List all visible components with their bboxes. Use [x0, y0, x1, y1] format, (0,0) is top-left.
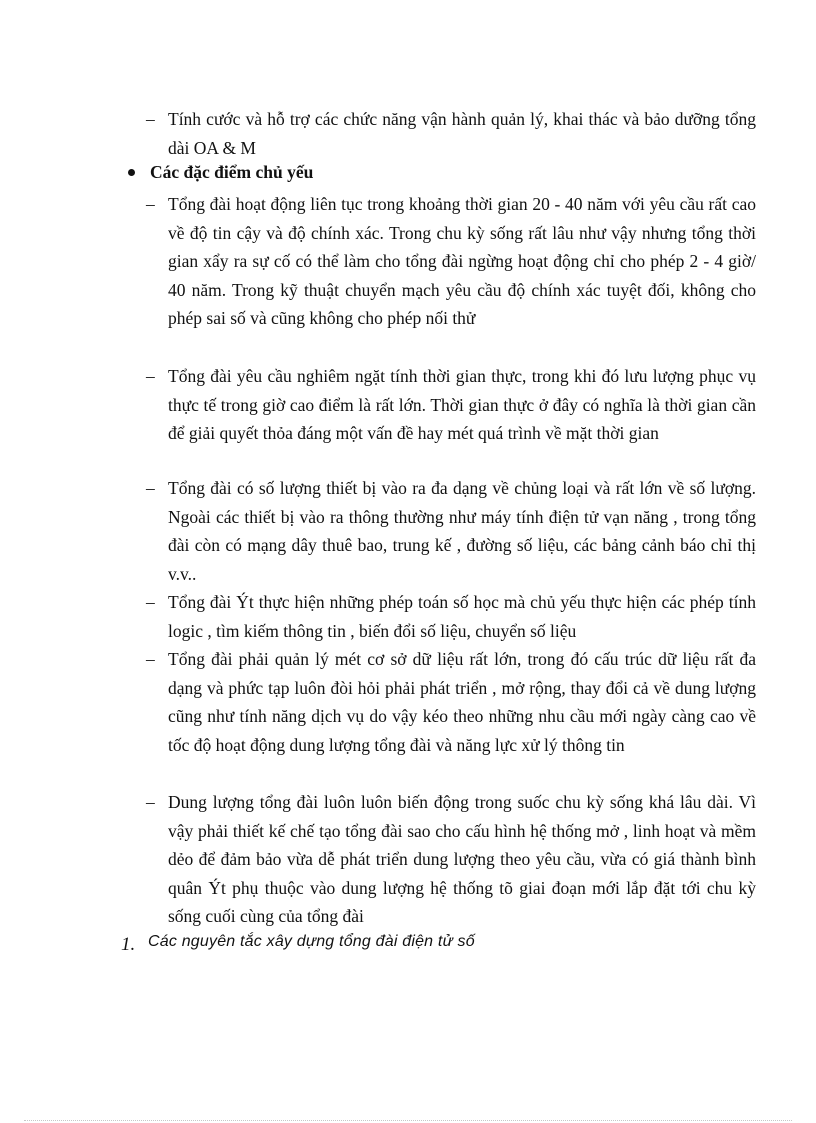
dash-marker: –: [146, 649, 155, 669]
bullet-icon: [128, 169, 135, 176]
page-bottom-divider: [24, 1120, 792, 1121]
dash-marker: –: [146, 592, 155, 612]
list-item: Tổng đài hoạt động liên tục trong khoảng thời gian 20 - 40 năm với yêu cầu rất cao về độ tin cậy và độ chính xác. Trong chu kỳ sống rất lâu như vậy nhưng tổng thời gian xẩy ra sự cố có thể làm cho tổng đài ngừng hoạt động chỉ cho phép 2 - 4 giờ/ 40 năm. Trong kỹ thuật chuyển mạch yêu cầu độ chính xác tuyệt đối, không cho phép sai số và cũng không cho phép nối thử: [168, 194, 756, 328]
list-item: Tổng đài Ýt thực hiện những phép toán số học mà chủ yếu thực hiện các phép tính logic , tìm kiếm thông tin , biến đổi số liệu, chuyển số liệu: [168, 592, 756, 641]
section-number: 1.: [121, 934, 136, 955]
dash-marker: –: [146, 109, 155, 129]
bullet-heading: Các đặc điểm chủ yếu: [150, 162, 314, 182]
list-item: Tổng đài phải quản lý mét cơ sở dữ liệu rất lớn, trong đó cấu trúc dữ liệu rất đa dạng và phức tạp luôn đòi hỏi phải phát triển , mở rộng, thay đổi cả về dung lượng cũng như tính năng dịch vụ do vậy kéo theo những nhu cầu mới ngày càng cao về tốc độ hoạt động dung lượng tổng đài và năng lực xử lý thông tin: [168, 649, 756, 755]
list-item: Tổng đài yêu cầu nghiêm ngặt tính thời gian thực, trong khi đó lưu lượng phục vụ thực tế trong giờ cao điểm là rất lớn. Thời gian thực ở đây có nghĩa là thời gian cần để giải quyết thỏa đáng một vấn đề hay mét quá trình về mặt thời gian: [168, 366, 756, 443]
dash-marker: –: [146, 478, 155, 498]
section-title: Các nguyên tắc xây dựng tổng đài điện tử số: [148, 933, 475, 950]
dash-marker: –: [146, 194, 155, 214]
list-item: Dung lượng tổng đài luôn luôn biến động trong suốc chu kỳ sống khá lâu dài. Vì vậy phải thiết kế chế tạo tổng đài sao cho cấu hình hệ thống mở , linh hoạt và mềm dẻo để đảm bảo vừa dễ phát triển dung lượng theo yêu cầu, vừa có giá thành bình quân Ýt phụ thuộc vào dung lượng hệ thống tõ giai đoạn mới lắp đặt tới chu kỳ sống cuối cùng của tổng đài: [168, 792, 756, 926]
list-item: Tổng đài có số lượng thiết bị vào ra đa dạng về chủng loại và rất lớn về số lượng. Ngoài các thiết bị vào ra thông thường như máy tính điện tử vạn năng , trong tổng đài còn có mạng dây thuê bao, trung kế , đường số liệu, các bảng cảnh báo chỉ thị v.v..: [168, 478, 756, 584]
dash-marker: –: [146, 792, 155, 812]
dash-marker: –: [146, 366, 155, 386]
list-item: Tính cước và hỗ trợ các chức năng vận hành quản lý, khai thác và bảo dưỡng tổng dài OA & M: [168, 109, 756, 158]
